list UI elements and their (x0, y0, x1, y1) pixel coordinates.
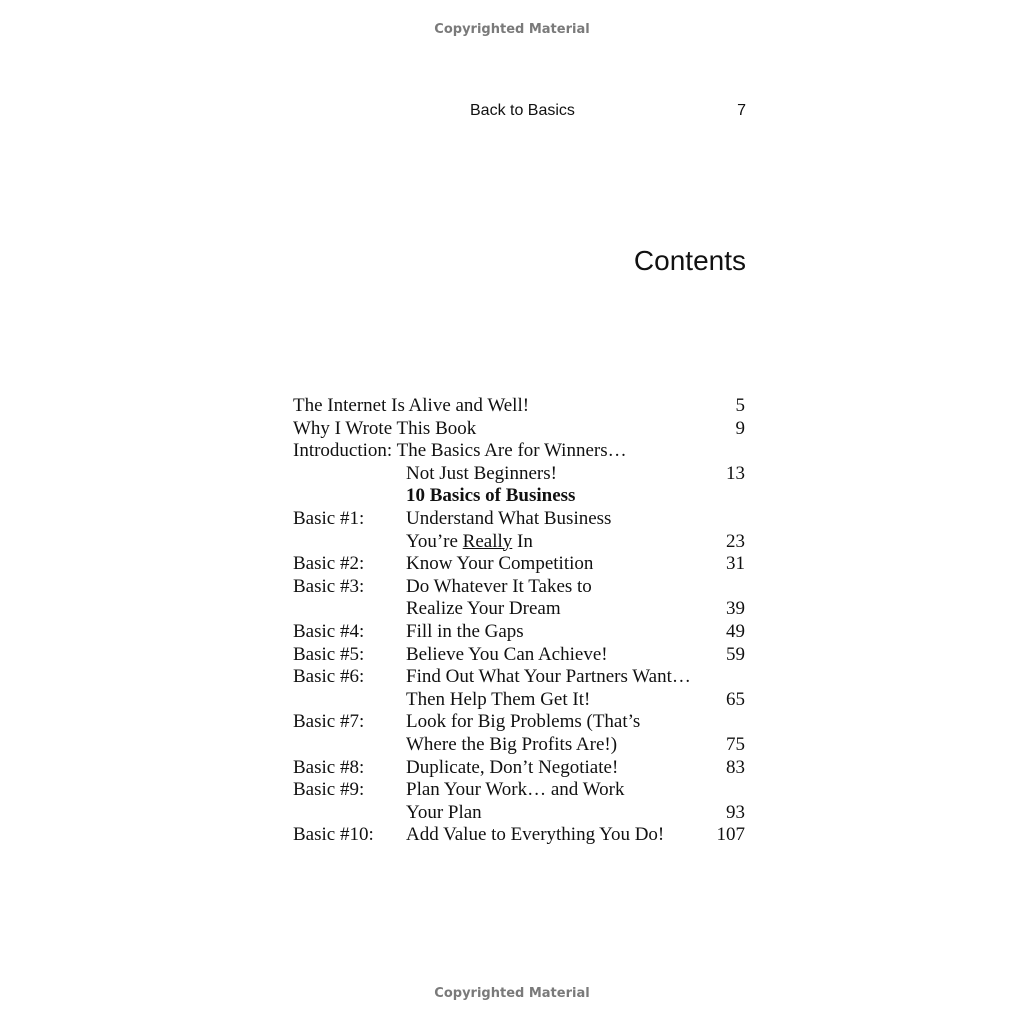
toc-entry-page: 9 (735, 417, 745, 439)
toc-entry-label: Basic #3: (293, 575, 365, 597)
toc-entry-label: Basic #2: (293, 553, 365, 575)
toc-entry-label: Basic #1: (293, 507, 365, 529)
toc-entry-page: 23 (726, 530, 745, 552)
toc-entry-title: Look for Big Problems (That’s (406, 711, 641, 733)
emphasized-word: Really (462, 530, 513, 552)
toc-row (293, 779, 745, 802)
toc-entry-title: Introduction: The Basics Are for Winners… (293, 440, 627, 462)
toc-entry-label: Basic #8: (293, 756, 365, 778)
toc-row (293, 598, 745, 621)
toc-entry-page: 83 (726, 756, 745, 778)
toc-row (293, 553, 745, 576)
toc-entry-page: 107 (716, 824, 745, 846)
toc-row (293, 621, 745, 644)
toc-entry-label: Basic #6: (293, 666, 365, 688)
toc-entry-title-continued: Not Just Beginners! (406, 462, 557, 484)
toc-entry-title-continued: Realize Your Dream (406, 598, 561, 620)
toc-entry-title-continued (406, 531, 533, 554)
toc-entry-page: 13 (726, 462, 745, 484)
toc-entry-label: Basic #4: (293, 620, 365, 642)
toc-row (293, 418, 745, 441)
toc-entry-label: Basic #5: (293, 643, 365, 665)
toc-entry-label: Basic #9: (293, 779, 365, 801)
toc-row (293, 508, 745, 531)
toc-row (293, 802, 745, 825)
toc-entry-page: 39 (726, 598, 745, 620)
toc-entry-page: 59 (726, 643, 745, 665)
toc-row (293, 395, 745, 418)
toc-row (293, 711, 745, 734)
toc-entry-title: Plan Your Work… and Work (406, 779, 625, 801)
contents-heading: Contents (633, 245, 746, 276)
toc-entry-title: Do Whatever It Takes to (406, 575, 592, 597)
toc-row (293, 824, 745, 847)
copyright-watermark-bottom: Copyrighted Material (434, 986, 590, 1001)
toc-row (293, 531, 745, 554)
title-text: You’re (406, 530, 463, 552)
toc-entry-title-continued: Then Help Them Get It! (406, 688, 591, 710)
toc-entry-page: 65 (726, 688, 745, 710)
toc-row (293, 463, 745, 486)
toc-entry-page: 5 (735, 395, 745, 416)
toc-row (293, 644, 745, 667)
toc-entry-page: 75 (726, 733, 745, 755)
toc-entry-title: Fill in the Gaps (406, 620, 524, 642)
toc-entry-label: Basic #10: (293, 824, 374, 846)
toc-entry-title: Understand What Business (406, 507, 612, 529)
page-number: 7 (737, 102, 746, 119)
toc-row (293, 757, 745, 780)
toc-row (293, 440, 745, 463)
toc-entry-label: Basic #7: (293, 711, 365, 733)
table-of-contents (293, 395, 745, 847)
toc-row (293, 734, 745, 757)
toc-entry-title: Find Out What Your Partners Want… (406, 666, 691, 688)
toc-entry-title: Know Your Competition (406, 553, 594, 575)
toc-section-heading: 10 Basics of Business (406, 485, 576, 507)
toc-entry-page: 31 (726, 553, 745, 575)
toc-row (293, 689, 745, 712)
toc-row (293, 485, 745, 508)
toc-row (293, 576, 745, 599)
title-text: In (512, 530, 533, 552)
toc-entry-title: The Internet Is Alive and Well! (293, 395, 530, 416)
running-title: Back to Basics (470, 102, 575, 119)
toc-entry-title: Believe You Can Achieve! (406, 643, 608, 665)
toc-entry-page: 49 (726, 620, 745, 642)
copyright-watermark-top: Copyrighted Material (434, 22, 590, 37)
toc-entry-title-continued: Where the Big Profits Are!) (406, 733, 618, 755)
toc-row (293, 666, 745, 689)
toc-entry-title: Duplicate, Don’t Negotiate! (406, 756, 619, 778)
toc-entry-title: Why I Wrote This Book (293, 417, 477, 439)
toc-entry-page: 93 (726, 801, 745, 823)
toc-entry-title-continued: Your Plan (406, 801, 482, 823)
toc-entry-title: Add Value to Everything You Do! (406, 824, 665, 846)
